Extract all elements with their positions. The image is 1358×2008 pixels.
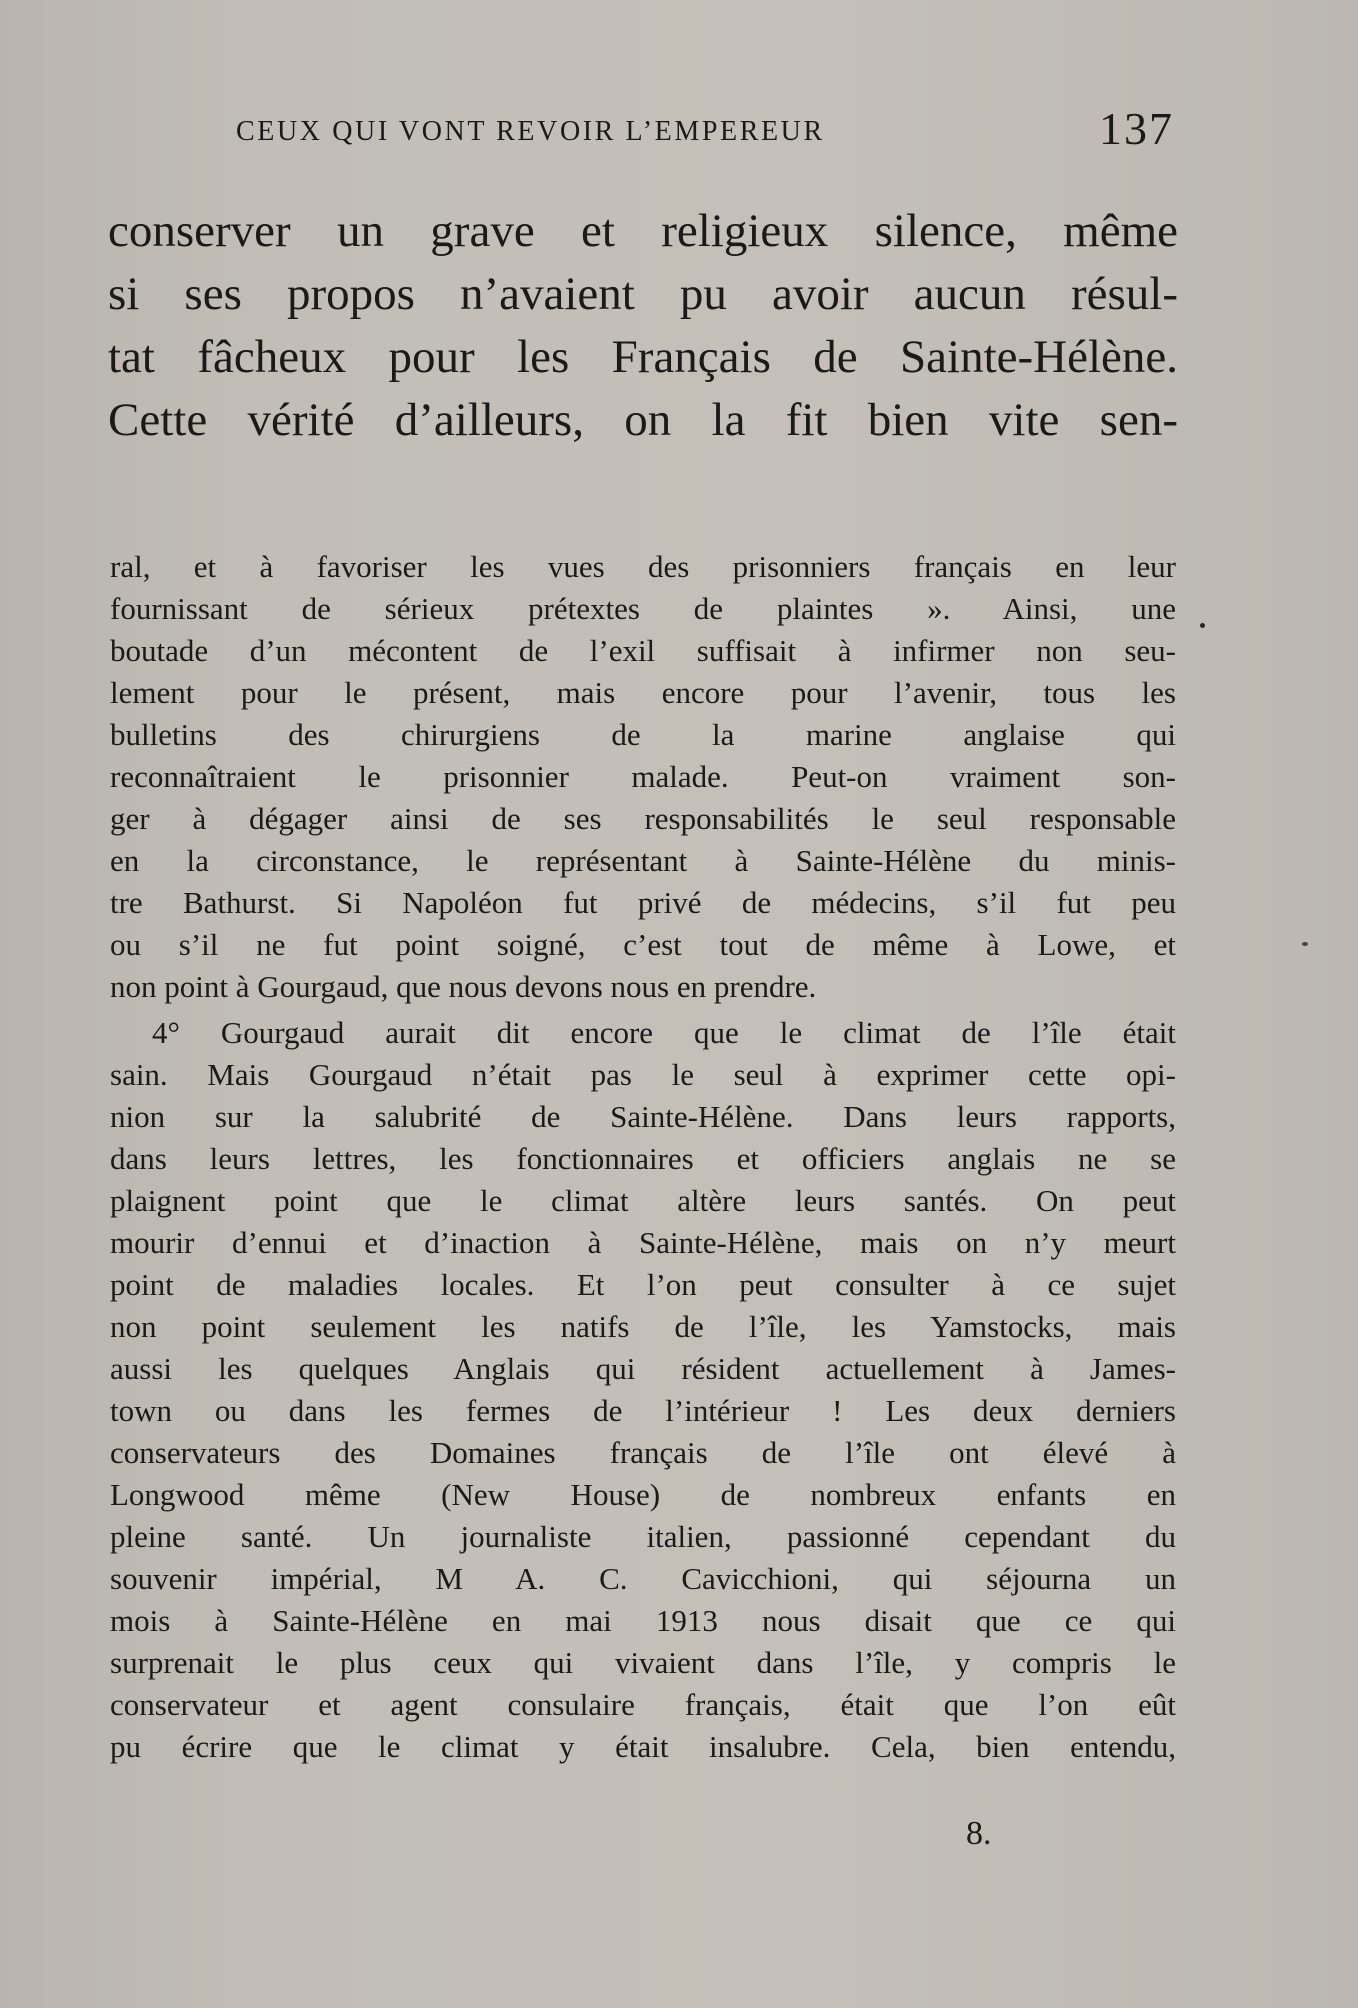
page-number: 137 [1099, 103, 1174, 154]
text-line: reconnaîtraient le prisonnier malade. Peut-on vraiment son- [110, 759, 1176, 794]
text-line: plaignent point que le climat altère leurs santés. On peut [110, 1183, 1176, 1218]
text-line: conservateur et agent consulaire français, était que l’on eût [110, 1687, 1176, 1722]
large-print-passage [108, 200, 1178, 452]
text-line: lement pour le présent, mais encore pour l’avenir, tous les [110, 675, 1176, 710]
text-line: boutade d’un mécontent de l’exil suffisait à infirmer non seu- [110, 633, 1176, 668]
text-line: Cette vérité d’ailleurs, on la fit bien vite sen- [108, 394, 1178, 446]
text-line: tre Bathurst. Si Napoléon fut privé de médecins, s’il fut peu [110, 885, 1176, 920]
text-line: mois à Sainte-Hélène en mai 1913 nous disait que ce qui [110, 1603, 1176, 1638]
text-line: conservateurs des Domaines français de l’île ont élevé à [110, 1435, 1176, 1470]
text-line: non point à Gourgaud, que nous devons nous en prendre. [110, 969, 817, 1004]
text-line: souvenir impérial, M A. C. Cavicchioni, qui séjourna un [110, 1561, 1176, 1596]
text-line: point de maladies locales. Et l’on peut consulter à ce sujet [110, 1267, 1176, 1302]
running-title: CEUX QUI VONT REVOIR L’EMPEREUR [236, 116, 825, 147]
text-line: fournissant de sérieux prétextes de plaintes ». Ainsi, une [110, 591, 1176, 626]
paper-speck [1302, 942, 1308, 946]
text-line: si ses propos n’avaient pu avoir aucun résul- [108, 268, 1178, 320]
text-line: Longwood même (New House) de nombreux enfants en [110, 1477, 1176, 1512]
small-print-passage [110, 546, 1176, 1768]
text-line: ou s’il ne fut point soigné, c’est tout de même à Lowe, et [110, 927, 1176, 962]
text-line: sain. Mais Gourgaud n’était pas le seul à exprimer cette opi- [110, 1057, 1176, 1092]
text-line: tat fâcheux pour les Français de Sainte-Hélène. [108, 331, 1178, 383]
text-line: pu écrire que le climat y était insalubre. Cela, bien entendu, [110, 1729, 1176, 1764]
text-line: aussi les quelques Anglais qui résident actuellement à James- [110, 1351, 1176, 1386]
text-line: surprenait le plus ceux qui vivaient dans l’île, y compris le [110, 1645, 1176, 1680]
paper-speck [1200, 623, 1205, 628]
text-line: ger à dégager ainsi de ses responsabilités le seul responsable [110, 801, 1176, 836]
text-line: dans leurs lettres, les fonctionnaires et officiers anglais ne se [110, 1141, 1176, 1176]
text-line: ral, et à favoriser les vues des prisonniers français en leur [110, 549, 1176, 584]
text-line: pleine santé. Un journaliste italien, passionné cependant du [110, 1519, 1176, 1554]
text-line: en la circonstance, le représentant à Sainte-Hélène du minis- [110, 843, 1176, 878]
text-line: nion sur la salubrité de Sainte-Hélène. Dans leurs rapports, [110, 1099, 1176, 1134]
signature-mark: 8. [966, 1815, 992, 1852]
page-header [236, 103, 1174, 158]
text-line: non point seulement les natifs de l’île, les Yamstocks, mais [110, 1309, 1176, 1344]
text-line: town ou dans les fermes de l’intérieur ! Les deux derniers [110, 1393, 1176, 1428]
text-line: conserver un grave et religieux silence, même [108, 205, 1178, 257]
text-line: 4° Gourgaud aurait dit encore que le climat de l’île était [152, 1015, 1176, 1050]
text-line: bulletins des chirurgiens de la marine anglaise qui [110, 717, 1176, 752]
text-line: mourir d’ennui et d’inaction à Sainte-Hélène, mais on n’y meurt [110, 1225, 1176, 1260]
